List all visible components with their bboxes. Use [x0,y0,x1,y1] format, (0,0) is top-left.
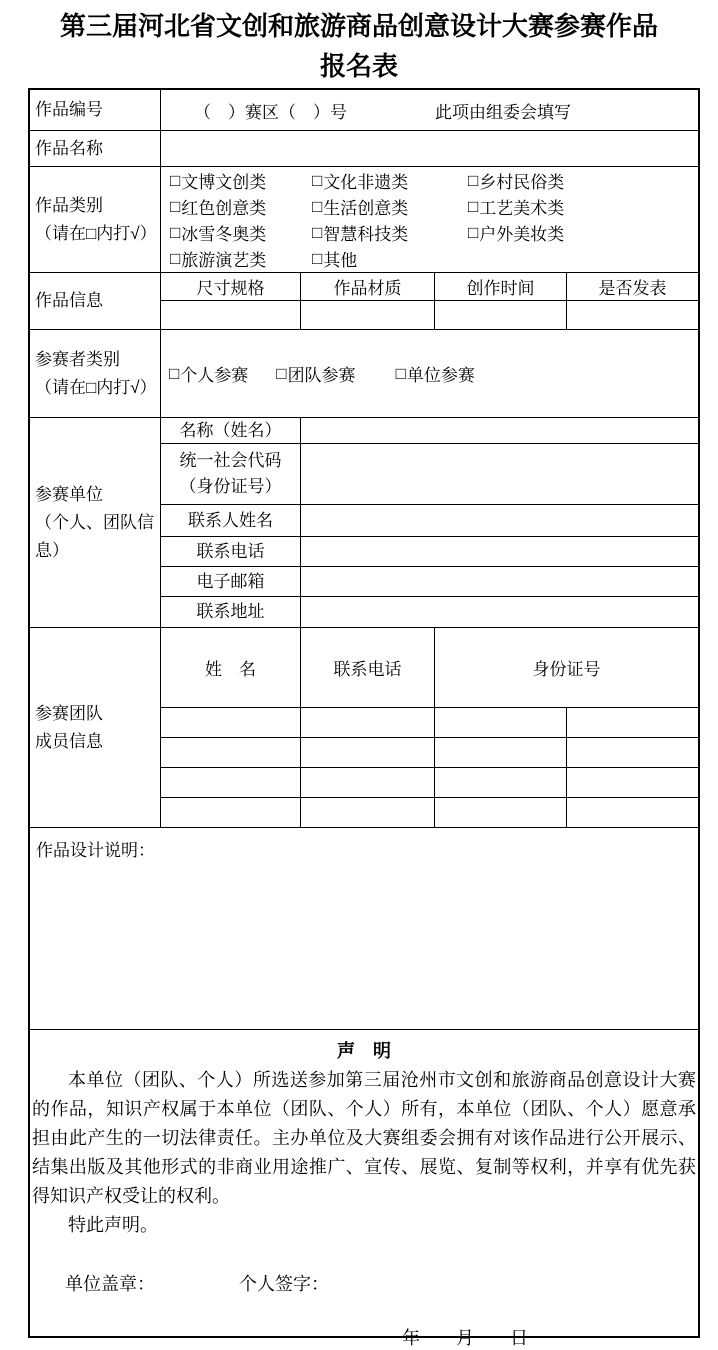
work-number-value: （ ）赛区（ ）号 [194,102,347,122]
work-category-options [161,167,698,272]
team-member-id-cell[interactable] [567,708,698,737]
unit-email-value-cell[interactable] [301,567,698,596]
checkbox-icon: □ [312,196,323,216]
declaration-body: 本单位（团队、个人）所选送参加第三届沧州市文创和旅游商品创意设计大赛的作品，知识产权属于本单位（团队、个人）所有，本单位（团队、个人）愿意承担由此产生的一切法律责任。主办单位及大赛组委会拥有对该作品进行公开展示、结集出版及其他形式的非商业用途推广、宣传、展览、复制等权利，并享有优先获得知识产权受让的权利。 [32,1070,696,1206]
unit-email-row [161,567,698,597]
category-option-yanyi[interactable] [170,246,312,272]
team-member-id-cell[interactable] [567,738,698,767]
unit-code-value-cell[interactable] [301,444,698,504]
unit-info-label: 参赛单位 （个人、团队信息） [30,418,161,627]
category-option-wenbo[interactable] [170,168,312,194]
work-info-date-cell[interactable] [435,301,567,329]
row-unit-info [30,418,698,628]
checkbox-icon: □ [170,222,181,242]
team-member-name-cell[interactable] [161,738,301,767]
team-member-name-cell[interactable] [161,768,301,797]
checkbox-icon: □ [395,363,406,383]
category-option-zhihui[interactable] [312,220,468,246]
team-member-id-cell[interactable] [435,798,567,828]
personal-signature-label: 个人签字： [239,1274,329,1294]
work-info-header-published: 是否发表 [598,279,667,298]
category-option-minsu[interactable] [468,168,698,194]
work-number-note: 此项由组委会填写 [435,102,571,122]
team-header-phone: 联系电话 [301,628,435,707]
declaration-date-line: 年 月 日 [402,1328,528,1348]
category-option-bingxue[interactable] [170,220,312,246]
team-member-id-cell[interactable] [435,768,567,797]
work-name-label: 作品名称 [30,131,161,166]
team-member-id-cell[interactable] [567,798,698,828]
participant-type-label: 参赛者类别 （请在□内打√） [30,330,161,417]
design-note-cell[interactable] [30,828,698,1029]
option-label: 生活创意类 [323,199,409,218]
category-option-huwai[interactable] [468,220,698,246]
unit-phone-label: 联系电话 [161,537,301,566]
checkbox-icon: □ [312,170,323,190]
unit-contact-label: 联系人姓名 [161,505,301,536]
category-option-shenghuo[interactable] [312,194,468,220]
unit-address-label: 联系地址 [161,597,301,627]
option-label: 团队参赛 [287,366,356,385]
team-header-row [161,628,698,708]
category-option-feiyi[interactable] [312,168,468,194]
team-member-id-cell[interactable] [567,768,698,797]
declaration-title: 声 明 [337,1041,391,1061]
option-label: 户外美妆类 [479,225,565,244]
team-member-row [161,708,698,738]
option-label: 个人参赛 [180,366,249,385]
category-option-gongyi[interactable] [468,194,698,220]
checkbox-icon: □ [170,170,181,190]
unit-info-subtable [161,418,698,627]
form-title [0,0,718,86]
team-member-phone-cell[interactable] [301,768,435,797]
checkbox-icon: □ [468,170,479,190]
work-category-label: 作品类别 （请在□内打√） [30,167,161,272]
unit-address-value-cell[interactable] [301,597,698,627]
unit-contact-value-cell[interactable] [301,505,698,536]
option-label: 工艺美术类 [479,199,565,218]
row-work-number [30,90,698,131]
unit-name-row [161,418,698,444]
team-member-name-cell[interactable] [161,708,301,737]
work-info-material-cell[interactable] [301,301,435,329]
category-option-hongse[interactable] [170,194,312,220]
participant-option-geren[interactable] [169,361,248,386]
design-note-label: 作品设计说明： [36,841,155,860]
option-label: 红色创意类 [181,199,267,218]
option-label: 单位参赛 [406,366,475,385]
row-work-category [30,167,698,273]
unit-code-label: 统一社会代码（身份证号） [161,444,301,504]
team-member-phone-cell[interactable] [301,798,435,828]
work-name-cell[interactable] [161,131,698,166]
work-info-label: 作品信息 [30,273,161,329]
unit-email-label: 电子邮箱 [161,567,301,596]
option-label: 乡村民俗类 [479,173,565,192]
work-info-header-date: 创作时间 [435,273,567,300]
declaration-closing: 特此声明。 [68,1215,158,1235]
team-members-label: 参赛团队 成员信息 [30,628,161,827]
work-info-size-cell[interactable] [161,301,301,329]
unit-phone-row [161,537,698,567]
row-participant-type [30,330,698,418]
category-option-qita[interactable] [312,246,468,272]
option-label: 文博文创类 [181,173,267,192]
work-number-cell[interactable] [161,90,698,130]
unit-seal-label: 单位盖章： [65,1274,155,1294]
checkbox-icon: □ [468,222,479,242]
form-title-line1: 第三届河北省文创和旅游商品创意设计大赛参赛作品 [59,11,658,41]
form-table [28,88,700,1348]
unit-phone-value-cell[interactable] [301,537,698,566]
work-info-published-cell[interactable] [567,301,698,329]
team-member-name-cell[interactable] [161,798,301,828]
row-design-note [30,828,698,1030]
team-member-id-cell[interactable] [435,738,567,767]
unit-code-row [161,444,698,505]
row-work-name [30,131,698,167]
row-team-members [30,628,698,828]
checkbox-icon: □ [276,363,287,383]
work-info-header-size: 尺寸规格 [161,273,301,300]
option-label: 旅游演艺类 [181,251,267,270]
unit-name-value-cell[interactable] [301,418,698,443]
team-member-row [161,768,698,798]
row-declaration [30,1030,698,1348]
participant-type-options [161,330,698,417]
team-member-row [161,798,698,828]
team-member-phone-cell[interactable] [301,738,435,767]
team-member-phone-cell[interactable] [301,708,435,737]
option-label: 智慧科技类 [323,225,409,244]
checkbox-icon: □ [468,196,479,216]
checkbox-icon: □ [170,196,181,216]
work-info-header-material: 作品材质 [301,273,435,300]
declaration-signature-line [32,1270,696,1296]
work-info-value-row [161,301,698,329]
team-members-subtable [161,628,698,827]
unit-address-row [161,597,698,627]
team-header-name: 姓 名 [161,628,301,707]
checkbox-icon: □ [170,248,181,268]
row-work-info [30,273,698,330]
checkbox-icon: □ [169,363,180,383]
team-member-row [161,738,698,768]
option-label: 冰雪冬奥类 [181,225,267,244]
checkbox-icon: □ [312,222,323,242]
team-header-id: 身份证号 [532,660,601,679]
option-label: 其他 [323,251,358,270]
unit-contact-row [161,505,698,537]
participant-option-danwei[interactable] [396,361,475,386]
work-info-subtable [161,273,698,329]
declaration-cell [30,1030,698,1348]
option-label: 文化非遗类 [323,173,409,192]
participant-option-tuandui[interactable] [276,361,355,386]
work-info-header-row [161,273,698,301]
unit-name-label: 名称（姓名） [161,418,301,443]
form-title-line2: 报名表 [319,51,398,81]
checkbox-icon: □ [312,248,323,268]
work-number-label: 作品编号 [30,90,161,130]
team-member-id-cell[interactable] [435,708,567,737]
